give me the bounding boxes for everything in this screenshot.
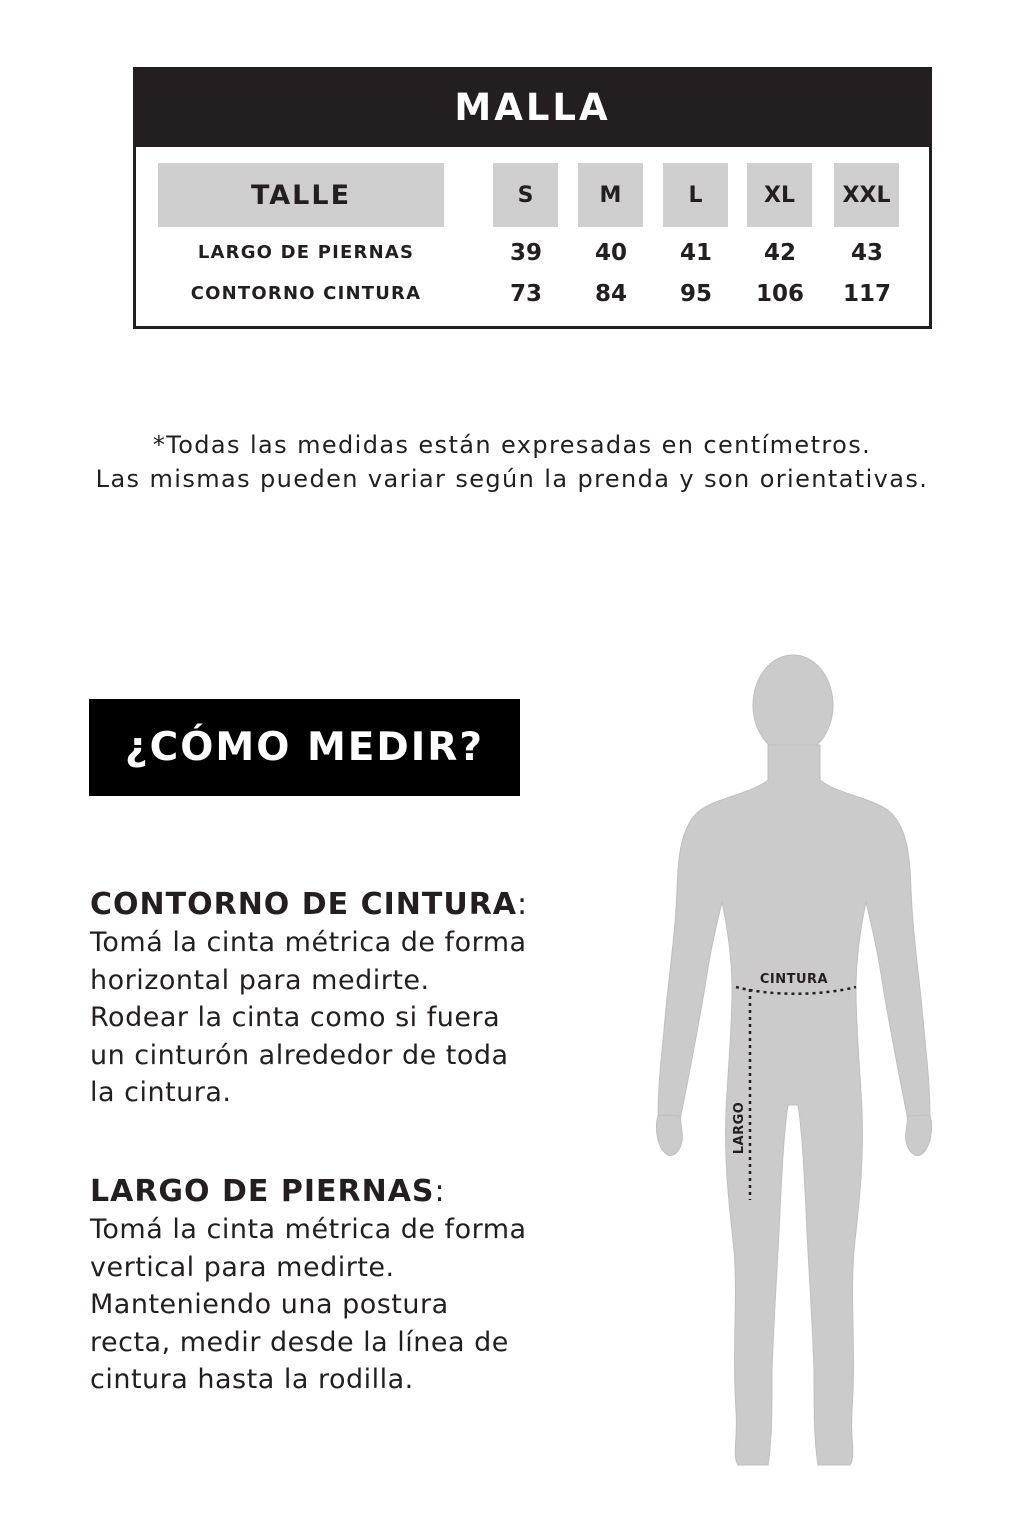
measurement-note [0,428,1024,496]
legs-heading-colon: : [434,1174,446,1209]
cell-cintura-xxl: 117 [842,281,891,307]
table-title: MALLA [133,67,932,147]
legs-heading-text: LARGO DE PIERNAS [90,1174,435,1209]
legs-line-3: Manteniendo una postura [90,1289,449,1321]
row-label-cintura: CONTORNO CINTURA [190,283,422,304]
waist-line-3: Rodear la cinta como si fuera [90,1002,501,1034]
cell-cintura-xl: 106 [755,281,804,307]
body-silhouette [640,650,950,1480]
waist-line-2: horizontal para medirte. [90,964,430,996]
size-header-m: M [578,163,643,227]
legs-line-5: cintura hasta la rodilla. [90,1364,414,1396]
legs-heading [90,1173,560,1211]
row-label-largo: LARGO DE PIERNAS [197,242,415,263]
waist-heading-colon: : [517,887,529,922]
torso-shape [658,745,930,1465]
waist-line-1: Tomá la cinta métrica de forma [90,927,527,958]
cell-largo-l: 41 [679,240,712,266]
waist-heading [90,886,560,924]
right-hand-shape [906,1115,932,1155]
cell-largo-s: 39 [509,240,542,266]
legs-instructions [90,1173,560,1399]
size-header-s: S [493,163,558,227]
waist-instructions [90,886,560,1112]
cell-largo-xl: 42 [763,240,796,266]
cell-largo-m: 40 [594,240,627,266]
legs-line-4: recta, medir desde la línea de [90,1326,509,1358]
cell-cintura-l: 95 [679,281,712,307]
cell-cintura-m: 84 [594,281,627,307]
legs-line-2: vertical para medirte. [90,1251,395,1283]
waist-heading-text: CONTORNO DE CINTURA [90,887,518,922]
waist-line-5: la cintura. [90,1077,232,1109]
length-label: LARGO [732,1101,747,1155]
size-header-l: L [663,163,728,227]
waist-line-4: un cinturón alrededor de toda [90,1039,509,1071]
note-line-2: Las mismas pueden variar según la prenda y son orientativas. [95,465,929,493]
cell-largo-xxl: 43 [850,240,883,266]
talle-header: TALLE [158,163,444,227]
size-header-xxl: XXL [834,163,899,227]
legs-line-1: Tomá la cinta métrica de forma [90,1214,527,1245]
left-hand-shape [656,1115,682,1155]
note-line-1: *Todas las medidas están expresadas en centímetros. [152,431,872,459]
size-header-xl: XL [747,163,812,227]
size-table [133,67,932,329]
head-shape [753,655,833,755]
waist-label: CINTURA [759,972,829,987]
how-to-measure-title: ¿CÓMO MEDIR? [89,699,520,796]
cell-cintura-s: 73 [509,281,542,307]
